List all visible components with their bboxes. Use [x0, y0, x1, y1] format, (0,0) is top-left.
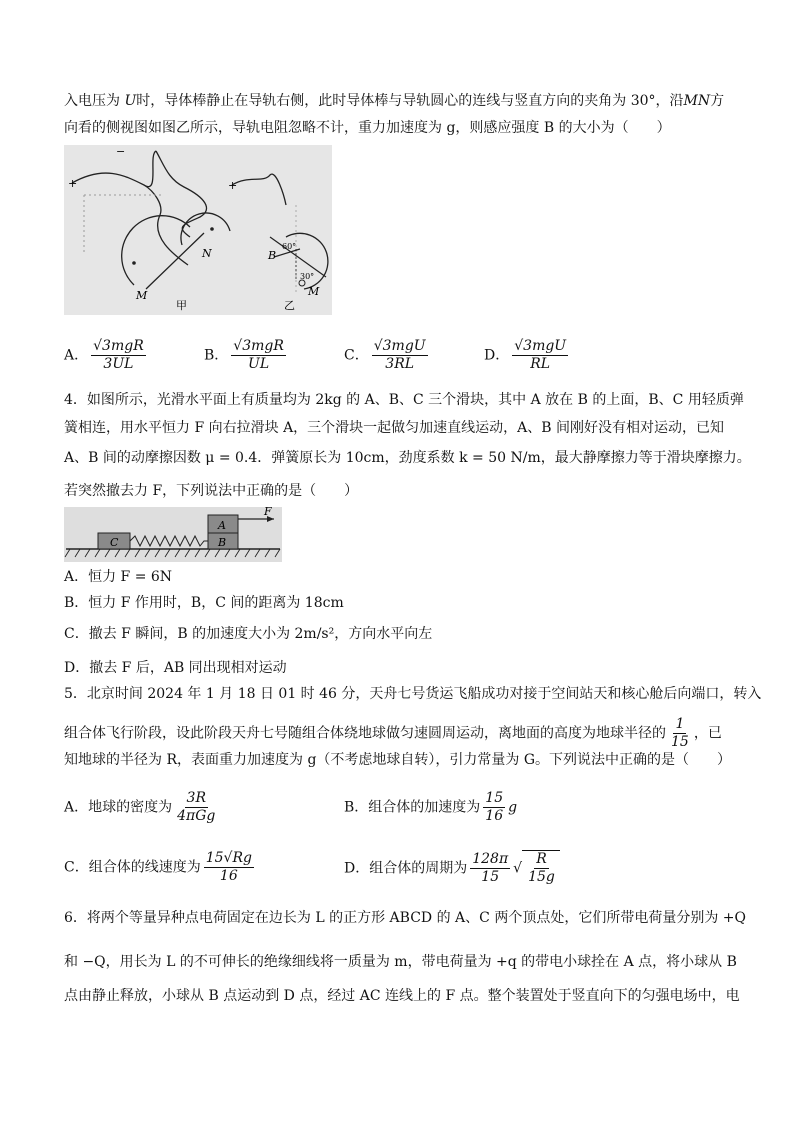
q3-option-b: B． $\frac{\text{√3mgR}}{UL}$ — [204, 338, 284, 372]
q4-option-d: D．撤去 F 后，AB 同出现相对运动 — [64, 660, 287, 676]
q3-option-a: A． $\frac{\text{√3mgR}}{3UL}$ — [64, 338, 144, 372]
q5-stem-line1: 5．北京时间 2024 年 1 月 18 日 01 时 46 分，天舟七号货运飞船成功对接于空间站天和核心舱后向端口，转入 — [64, 686, 762, 702]
q3-option-c: C． $\frac{\text{√3mgU}}{3RL}$ — [344, 338, 426, 372]
q5-stem-line3: 知地球的半径为 R，表面重力加速度为 g（不考虑地球自转），引力常量为 G。下列说法中正确的是（ ） — [64, 752, 732, 768]
q4-stem-line4: 若突然撤去力 F，下列说法中正确的是（ ） — [64, 483, 359, 499]
q4-stem-line2: 簧相连，用水平恒力 F 向右拉滑块 A，三个滑块一起做匀加速直线运动，A、B 间刚好没有相对运动，已知 — [64, 420, 725, 436]
svg-text:N: N — [202, 247, 212, 260]
q3-figure — [64, 145, 332, 315]
q5-option-c: C．组合体的线速度为 $\frac{15√Rg}{16}$ — [64, 850, 252, 884]
q5-option-d: D．组合体的周期为 $\frac{128\pi}{15}$ √ $\frac{R}{15g}$ — [344, 850, 560, 886]
svg-text:M: M — [308, 285, 320, 298]
svg-text:30°: 30° — [300, 272, 315, 281]
svg-text:60°: 60° — [282, 242, 297, 251]
svg-text:−: − — [116, 145, 126, 158]
q4-option-a: A．恒力 F = 6N — [64, 569, 173, 585]
svg-text:乙: 乙 — [284, 299, 295, 312]
svg-text:B: B — [268, 249, 277, 262]
q6-stem-line1: 6．将两个等量异种点电荷固定在边长为 L 的正方形 ABCD 的 A、C 两个顶点处，它们所带电荷量分别为 +Q — [64, 910, 746, 926]
q6-stem-line2: 和 −Q，用长为 L 的不可伸长的绝缘细线将一质量为 m，带电荷量为 +q 的带电小球拴在 A 点，将小球从 B — [64, 954, 737, 970]
svg-text:B: B — [218, 536, 227, 549]
q5-option-a: A．地球的密度为 $\frac{3R}{\text{4πGg}}$ — [64, 790, 216, 824]
svg-text:M: M — [136, 289, 148, 302]
q4-figure — [64, 507, 282, 562]
q3-stem-line2: 向看的侧视图如图乙所示，导轨电阻忽略不计，重力加速度为 g，则感应强度 B 的大小为（ ） — [64, 120, 671, 136]
svg-text:A: A — [218, 519, 226, 532]
svg-text:甲: 甲 — [176, 299, 187, 312]
q3-stem-line1: 入电压为 U时，导体棒静止在导轨右侧，此时导体棒与导轨圆心的连线与竖直方向的夹角为 30°，沿MN方 — [64, 93, 725, 109]
svg-text:+: + — [228, 179, 238, 192]
q4-option-c: C．撤去 F 瞬间，B 的加速度大小为 2m/s²，方向水平向左 — [64, 626, 433, 642]
q5-stem-line2: 组合体飞行阶段，设此阶段天舟七号随组合体绕地球做匀速圆周运动，离地面的高度为地球半径的 $\frac{1}{15}$ ，已 — [64, 716, 722, 750]
q4-stem-line3: A、B 间的动摩擦因数 μ = 0.4．弹簧原长为 10cm，劲度系数 k = 50 N/m，最大静摩擦力等于滑块摩擦力。 — [64, 450, 751, 466]
svg-text:F: F — [264, 507, 272, 518]
svg-text:+: + — [68, 177, 78, 190]
q4-option-b: B．恒力 F 作用时，B，C 间的距离为 18cm — [64, 595, 344, 611]
svg-text:C: C — [110, 536, 119, 549]
q3-option-d: D． $\frac{\text{√3mgU}}{RL}$ — [484, 338, 567, 372]
q6-stem-line3: 点由静止释放，小球从 B 点运动到 D 点，经过 AC 连线上的 F 点。整个装置处于竖直向下的匀强电场中，电 — [64, 988, 740, 1004]
q4-stem-line1: 4．如图所示，光滑水平面上有质量均为 2kg 的 A、B、C 三个滑块，其中 A 放在 B 的上面，B、C 用轻质弹 — [64, 392, 744, 408]
q5-option-b: B．组合体的加速度为 $\frac{15}{16}$ g — [344, 790, 518, 824]
